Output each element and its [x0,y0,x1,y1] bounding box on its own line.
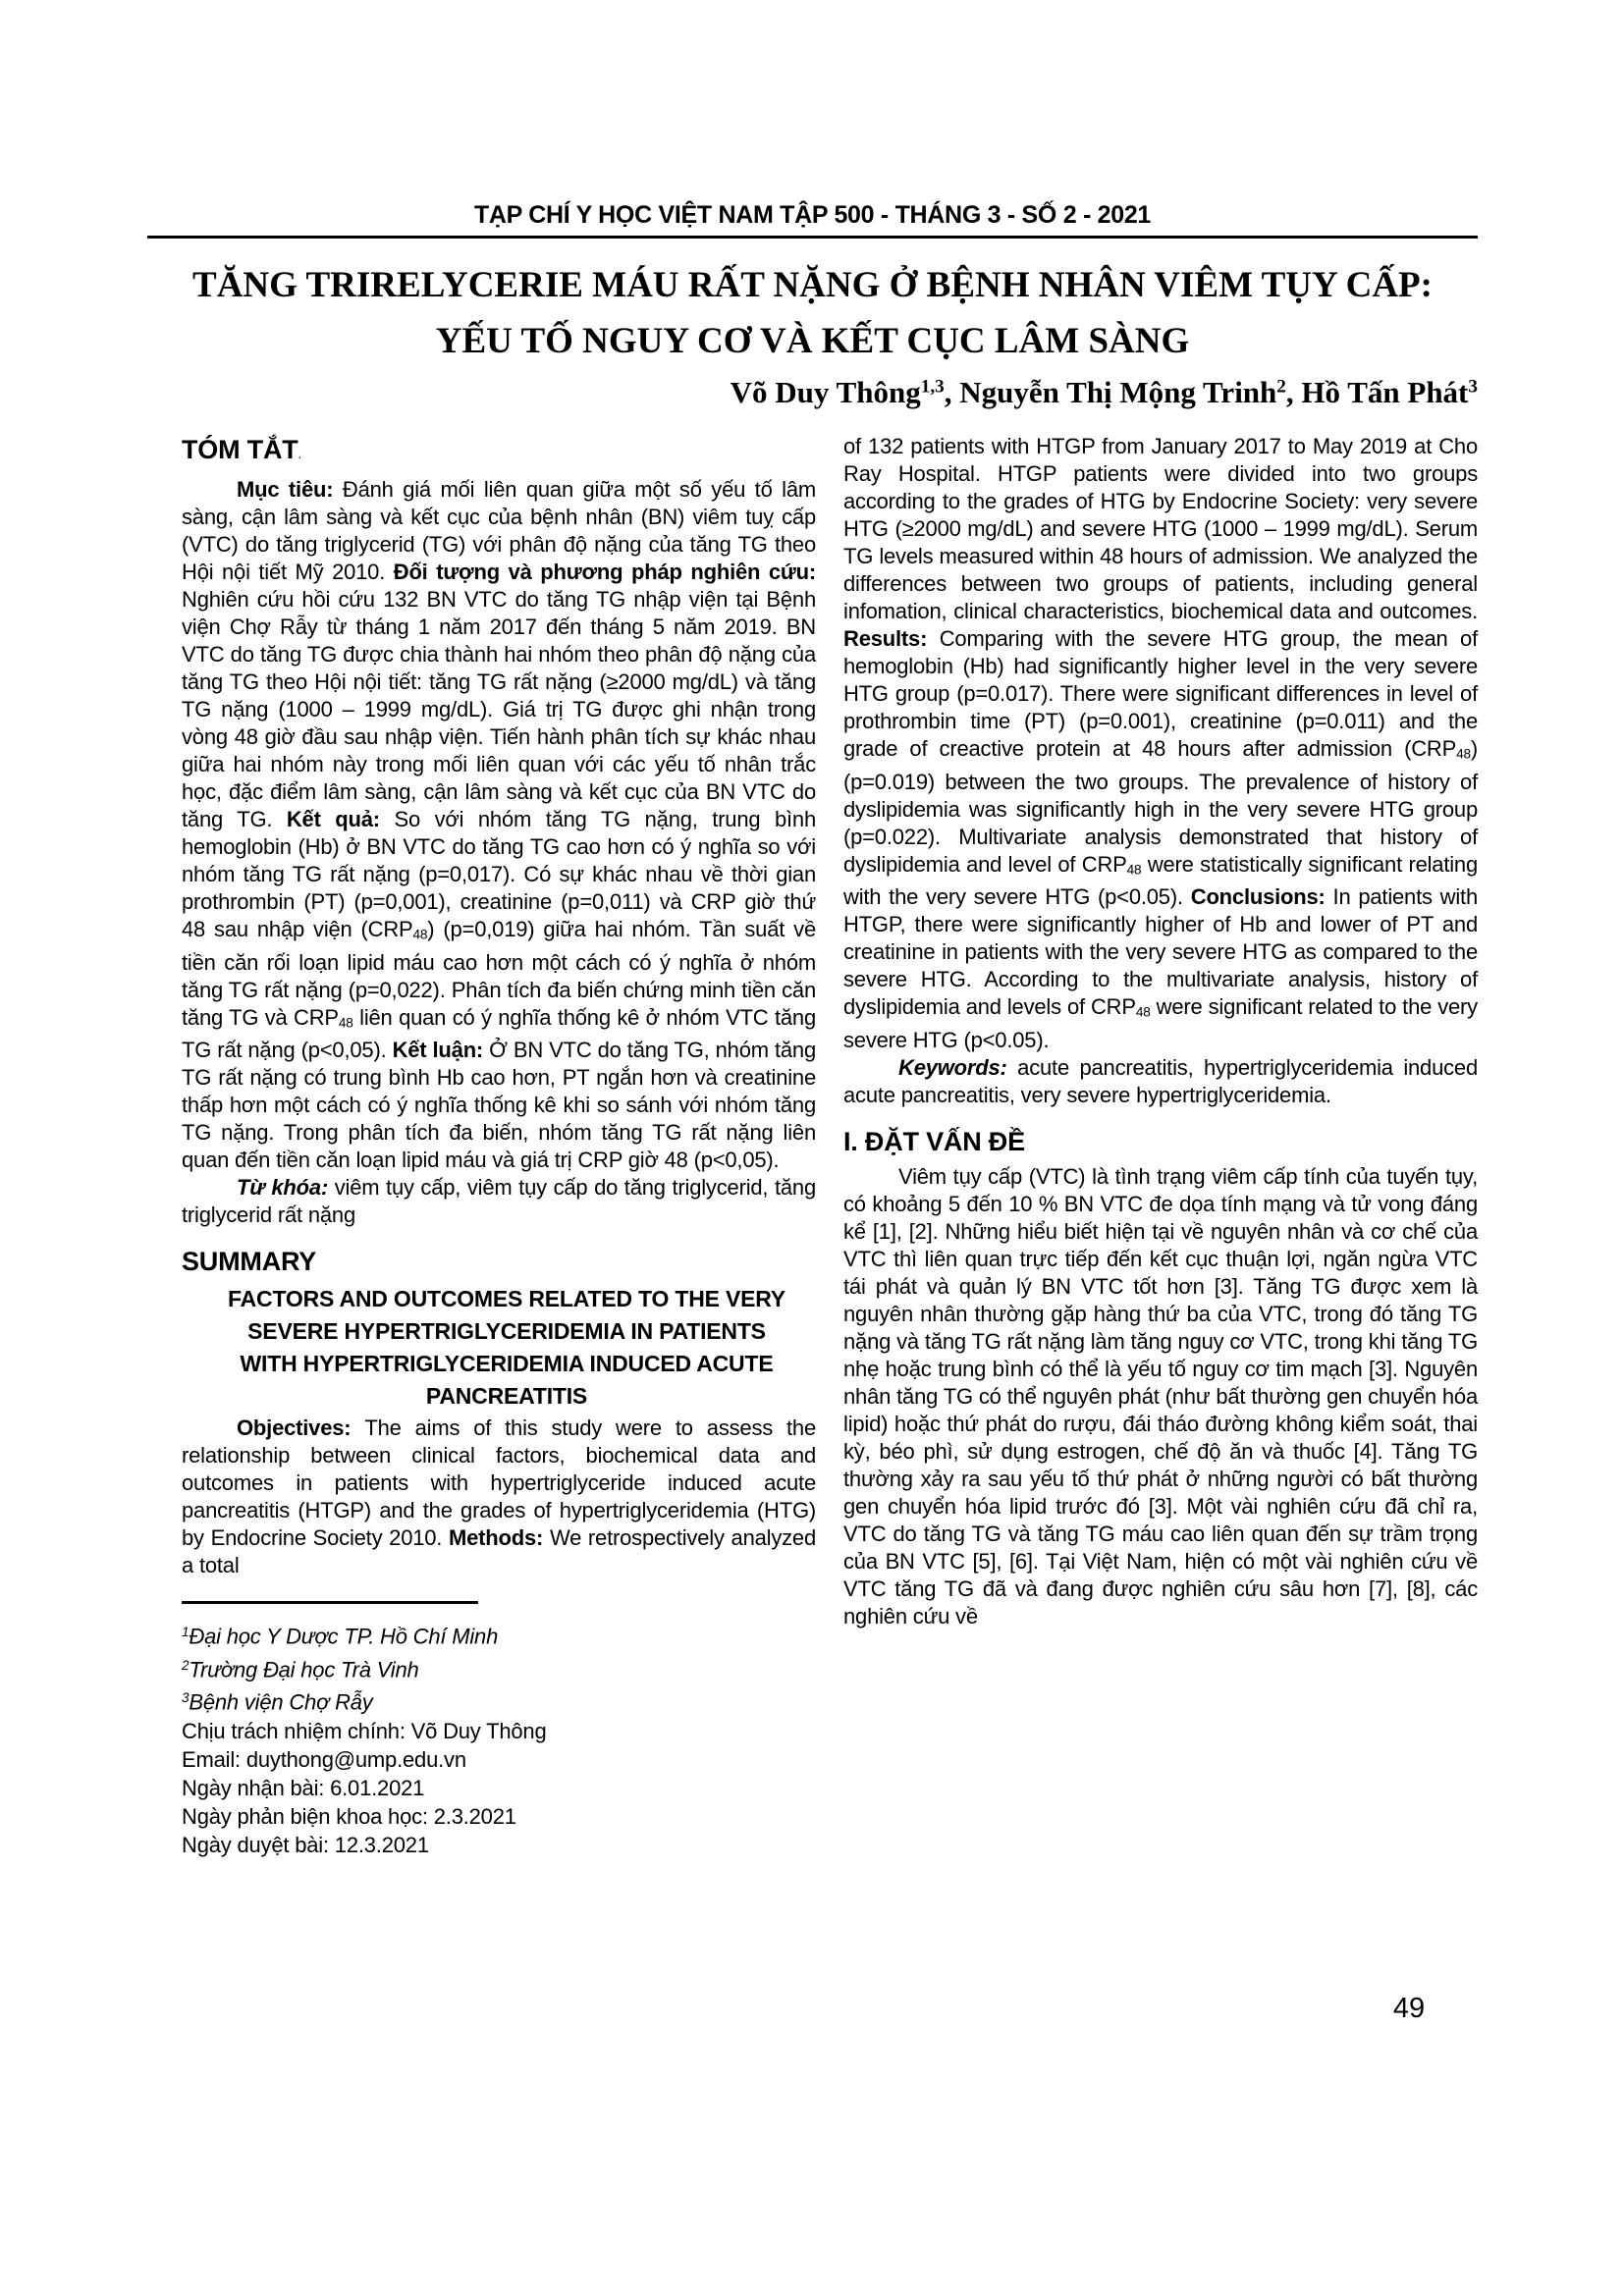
journal-header: TẠP CHÍ Y HỌC VIỆT NAM TẬP 500 - THÁNG 3 - SỐ 2 - 2021 [473,201,1152,229]
footnote-line-reviewed: Ngày phản biện khoa học: 2.3.2021 [182,1803,516,1829]
header-rule [147,236,1478,239]
keywords-vn-paragraph: Từ khóa: viêm tụy cấp, viêm tụy cấp do tăng triglycerid, tăng triglycerid rất nặng [182,1175,816,1228]
page-number: 49 [1392,1993,1426,2024]
authors-line: Võ Duy Thông$^{1,3}$, Nguyễn Thị Mộng Trinh$^2$, Hồ Tấn Phát$^3$ [730,375,1478,409]
tomtat-heading: TÓM TẮT. [182,435,301,464]
left-column [182,433,816,1859]
keywords-en-paragraph: Keywords: acute pancreatitis, hypertriglyceridemia induced acute pancreatitis, very severe hypertriglyceridemia. [843,1055,1478,1108]
footnote-line-received: Ngày nhận bài: 6.01.2021 [182,1775,425,1800]
affiliation-3: $^3$Bệnh viện Chợ Rẫy [182,1689,373,1715]
right-column [843,433,1478,1859]
footnote-block [182,1601,816,1859]
affiliation-1: $^1$Đại học Y Dược TP. Hồ Chí Minh [182,1624,499,1649]
footnote-line-email: Email: duythong@ump.edu.vn [182,1746,466,1772]
footnote-line-accepted: Ngày duyệt bài: 12.3.2021 [182,1832,429,1857]
affiliation-2: $^2$Trường Đại học Trà Vinh [182,1657,419,1682]
footnote-line-responsible: Chịu trách nhiệm chính: Võ Duy Thông [182,1718,547,1743]
summary-body-paragraph: of 132 patients with HTGP from January 2017 to May 2019 at Cho Ray Hospital. HTGP patients were divided into two groups according to the grades of HTG by Endocrine Society: very severe HTG (≥2000 mg/dL) and severe HTG (1000 – 1999 mg/dL). Serum TG levels measured within 48 hours of admission. We analyzed the differences between two groups of patients, including general infomation, clinical characteristics, biochemical data and outcomes. Results: Comparing with the severe HTG group, the mean of hemoglobin (Hb) had significantly higher level in the very severe HTG group (p=0.017). There were significant differences in level of prothrombin time (PT) (p=0.001), creatinine (p=0.011) and the grade of creactive protein at 48 hours after admission $(CRP_{48})$ (p=0.019) between the two groups. The prevalence of history of dyslipidemia was significantly high in the very severe HTG group (p=0.022). Multivariate analysis demonstrated that history of dyslipidemia and level of $CRP_{48}$ were statistically significant relating with the very severe HTG (p<0.05). Conclusions: In patients with HTGP, there were significantly higher of Hb and lower of PT and creatinine in patients with the very severe HTG as compared to the severe HTG. According to the multivariate analysis, history of dyslipidemia and levels of $CRP_{48}$ were significant related to the very severe HTG (p<0.05). [843,434,1479,1053]
body-columns [182,433,1478,1859]
article-title [147,257,1478,369]
abstract-paragraph: Mục tiêu: Đánh giá mối liên quan giữa một số yếu tố lâm sàng, cận lâm sàng và kết cục của bệnh nhân (BN) viêm tuỵ cấp (VTC) do tăng triglycerid (TG) với phân độ nặng của tăng TG theo Hội nội tiết Mỹ 2010. Đối tượng và phương pháp nghiên cứu: Nghiên cứu hồi cứu 132 BN VTC do tăng TG nhập viện tại Bệnh viện Chợ Rẫy từ tháng 1 năm 2017 đến tháng 5 năm 2019. BN VTC do tăng TG được chia thành hai nhóm theo phân độ nặng của tăng TG theo Hội nội tiết: tăng TG rất nặng (≥2000 mg/dL) và tăng TG nặng (1000 – 1999 mg/dL). Giá trị TG được ghi nhận trong vòng 48 giờ đầu sau nhập viện. Tiến hành phân tích sự khác nhau giữa hai nhóm này trong mối liên quan với các yếu tố nhân trắc học, đặc điểm lâm sàng, cận lâm sàng và kết cục của BN VTC do tăng TG. Kết quả: So với nhóm tăng TG nặng, trung bình hemoglobin (Hb) ở BN VTC do tăng TG cao hơn có ý nghĩa so với nhóm tăng TG rất nặng (p=0,017). Có sự khác nhau về thời gian prothrombin (PT) (p=0,001), creatinine (p=0,011) và CRP giờ thứ 48 sau nhập viện $(CRP_{48})$ (p=0,019) giữa hai nhóm. Tần suất về tiền căn rối loạn lipid máu cao hơn một cách có ý nghĩa ở nhóm tăng TG rất nặng (p=0,022). Phân tích đa biến chứng minh tiền căn tăng TG và $CRP_{48}$ liên quan có ý nghĩa thống kê ở nhóm VTC tăng TG rất nặng (p<0,05). Kết luận: Ở BN VTC do tăng TG, nhóm tăng TG rất nặng có trung bình Hb cao hơn, PT ngắn hơn và creatinine thấp hơn một cách có ý nghĩa thống kê khi so sánh với nhóm tăng TG nặng. Trong phân tích đa biến, nhóm tăng TG rất nặng liên quan đến tiền căn loạn lipid máu và giá trị CRP giờ 48 (p<0,05). [182,477,816,1173]
section-1-heading: I. ĐẶT VẤN ĐỀ [843,1127,1025,1157]
article-title-line1: TĂNG TRIRELYCERIE MÁU RẤT NẶNG Ở BỆNH NHÂN VIÊM TỤY CẤP: [192,265,1433,305]
intro-paragraph: Viêm tụy cấp (VTC) là tình trạng viêm cấp tính của tuyến tụy, có khoảng 5 đến 10 % BN VTC đe dọa tính mạng và tử vong đáng kể [1], [2]. Những hiểu biết hiện tại về nguyên nhân và cơ chế của VTC thì liên quan trực tiếp đến kết cục thuận lợi, ngăn ngừa VTC tái phát và quản lý BN VTC tốt hơn [3]. Tăng TG được xem là nguyên nhân thường gặp hàng thứ ba của VTC, trong đó tăng TG nặng và tăng TG rất nặng làm tăng nguy cơ VTC, trong khi tăng TG nhẹ hoặc trung bình có thể là yếu tố nguy cơ tim mạch [3]. Nguyên nhân tăng TG có thể nguyên phát (như bất thường gen chuyển hóa lipid) hoặc thứ phát do rượu, đái tháo đường không kiểm soát, thai kỳ, béo phì, sử dụng estrogen, chế độ ăn và thuốc [4]. Tăng TG thường xảy ra sau yếu tố thứ phát ở những người có bất thường gen chuyển hóa lipid trước đó [3]. Một vài nghiên cứu đã chỉ ra, VTC do tăng TG và tăng TG máu cao liên quan đến sự trầm trọng của BN VTC [5], [6]. Tại Việt Nam, hiện có một vài nghiên cứu về VTC tăng TG đã và đang được nghiên cứu sâu hơn [7], [8], các nghiên cứu về [843,1164,1478,1629]
objectives-paragraph: Objectives: The aims of this study were to assess the relationship between clinical factors, biochemical data and outcomes in patients with hypertriglyceride induced acute pancreatitis (HTGP) and the grades of hypertriglyceridemia (HTG) by Endocrine Society 2010. Methods: We retrospectively analyzed a total [182,1415,816,1578]
footnote-rule [182,1601,478,1604]
summary-subtitle: FACTORS AND OUTCOMES RELATED TO THE VERY SEVERE HYPERTRIGLYCERIDEMIA IN PATIENTS WITH HYPERTRIGLYCERIDEMIA INDUCED ACUTE PANCREATITIS [228,1286,785,1410]
summary-heading: SUMMARY [182,1247,317,1277]
article-title-line2: YẾU TỐ NGUY CƠ VÀ KẾT CỤC LÂM SÀNG [435,321,1190,361]
